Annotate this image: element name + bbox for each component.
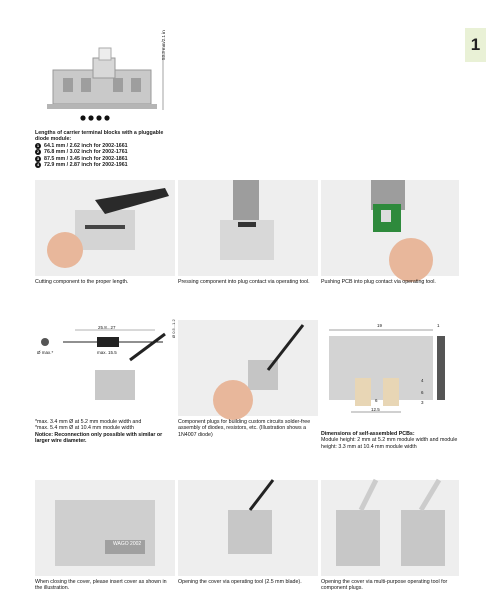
length-item: 2 76.8 mm / 3.02 inch for 2002-1761: [36, 149, 128, 156]
lead-dimension: max. 15.5: [97, 350, 117, 355]
lengths-heading: Lengths of carrier terminal blocks with a pluggable diode module:: [35, 130, 164, 143]
pcb-height-3: 3: [421, 400, 424, 405]
page-number-tab: [465, 28, 486, 62]
photo-opening-cover: [178, 480, 318, 576]
caption-multi-purpose-tool: Opening the cover via multi-purpose operating tool for component plugs.: [321, 579, 448, 592]
reconnection-notice: Notice: Reconnection only possible with similar or larger wire diameter.: [35, 431, 163, 445]
wire-diameter-label: Ø 0.5...1.2: [171, 319, 176, 338]
pcb-dimensions-drawing: [321, 320, 459, 416]
caption-closing-cover: When closing the cover, please insert cover as shown in the illustration.: [35, 579, 167, 592]
height-dimension: 53.3 mm/2.1 in: [161, 30, 166, 60]
photo-pushing: [321, 180, 459, 276]
pcb-width-top: 19: [377, 323, 383, 328]
photo-pressing: [178, 180, 318, 276]
photo-multi-purpose-tool: [321, 480, 459, 576]
pcb-height-1: 4: [421, 378, 424, 383]
length-item: 1 64.1 mm / 2.62 inch for 2002-1661: [36, 142, 128, 149]
caption-pushing: Pushing PCB into plug contact via operating tool.: [321, 279, 436, 285]
terminal-block-drawing: [35, 30, 175, 128]
length-item: 3 87.5 mm / 3.45 inch for 2002-1861: [36, 155, 128, 162]
caption-cutting: Cutting component to the proper length.: [35, 279, 129, 285]
length-item: 4 72.9 mm / 2.87 inch for 2002-1961: [36, 162, 128, 169]
caption-component-plugs: Component plugs for building custom circuits solder-free assembly of diodes, resistors, etc. (Illustration shows a 1N4007 diode): [178, 419, 311, 438]
cover-logo: WAGO 2002: [113, 541, 142, 547]
photo-component-plugs: [178, 320, 318, 416]
photo-cutting: [35, 180, 175, 276]
page-number: 1: [470, 35, 481, 54]
pcb-inner-dimension: 6: [375, 398, 378, 403]
pcb-thickness: 1: [437, 323, 440, 328]
caption-opening-cover: Opening the cover via operating tool (2.5 mm blade).: [178, 579, 302, 585]
caption-pcb-dimensions: Dimensions of self-assembled PCBs: Module height: 2 mm at 5.2 mm module width and module height: 3.3 mm at 10.4 mm module width: [321, 431, 458, 450]
pcb-width-bottom: 12.5: [371, 407, 380, 412]
length-dimension: 25.8...27: [98, 325, 116, 330]
lengths-legend: [35, 130, 175, 168]
pcb-height-2: 6: [421, 390, 424, 395]
diameter-label: Ø max.*: [37, 350, 54, 355]
note-component-size: *max. 3.4 mm Ø at 5.2 mm module width and *max. 5.4 mm Ø at 10.4 mm module width Notice: Reconnection only possible with similar or larger wire diameter.: [35, 419, 175, 445]
photo-closing-cover: [35, 480, 175, 576]
caption-pressing: Pressing component into plug contact via operating tool.: [178, 279, 310, 285]
component-dimensions-drawing: [35, 320, 175, 416]
